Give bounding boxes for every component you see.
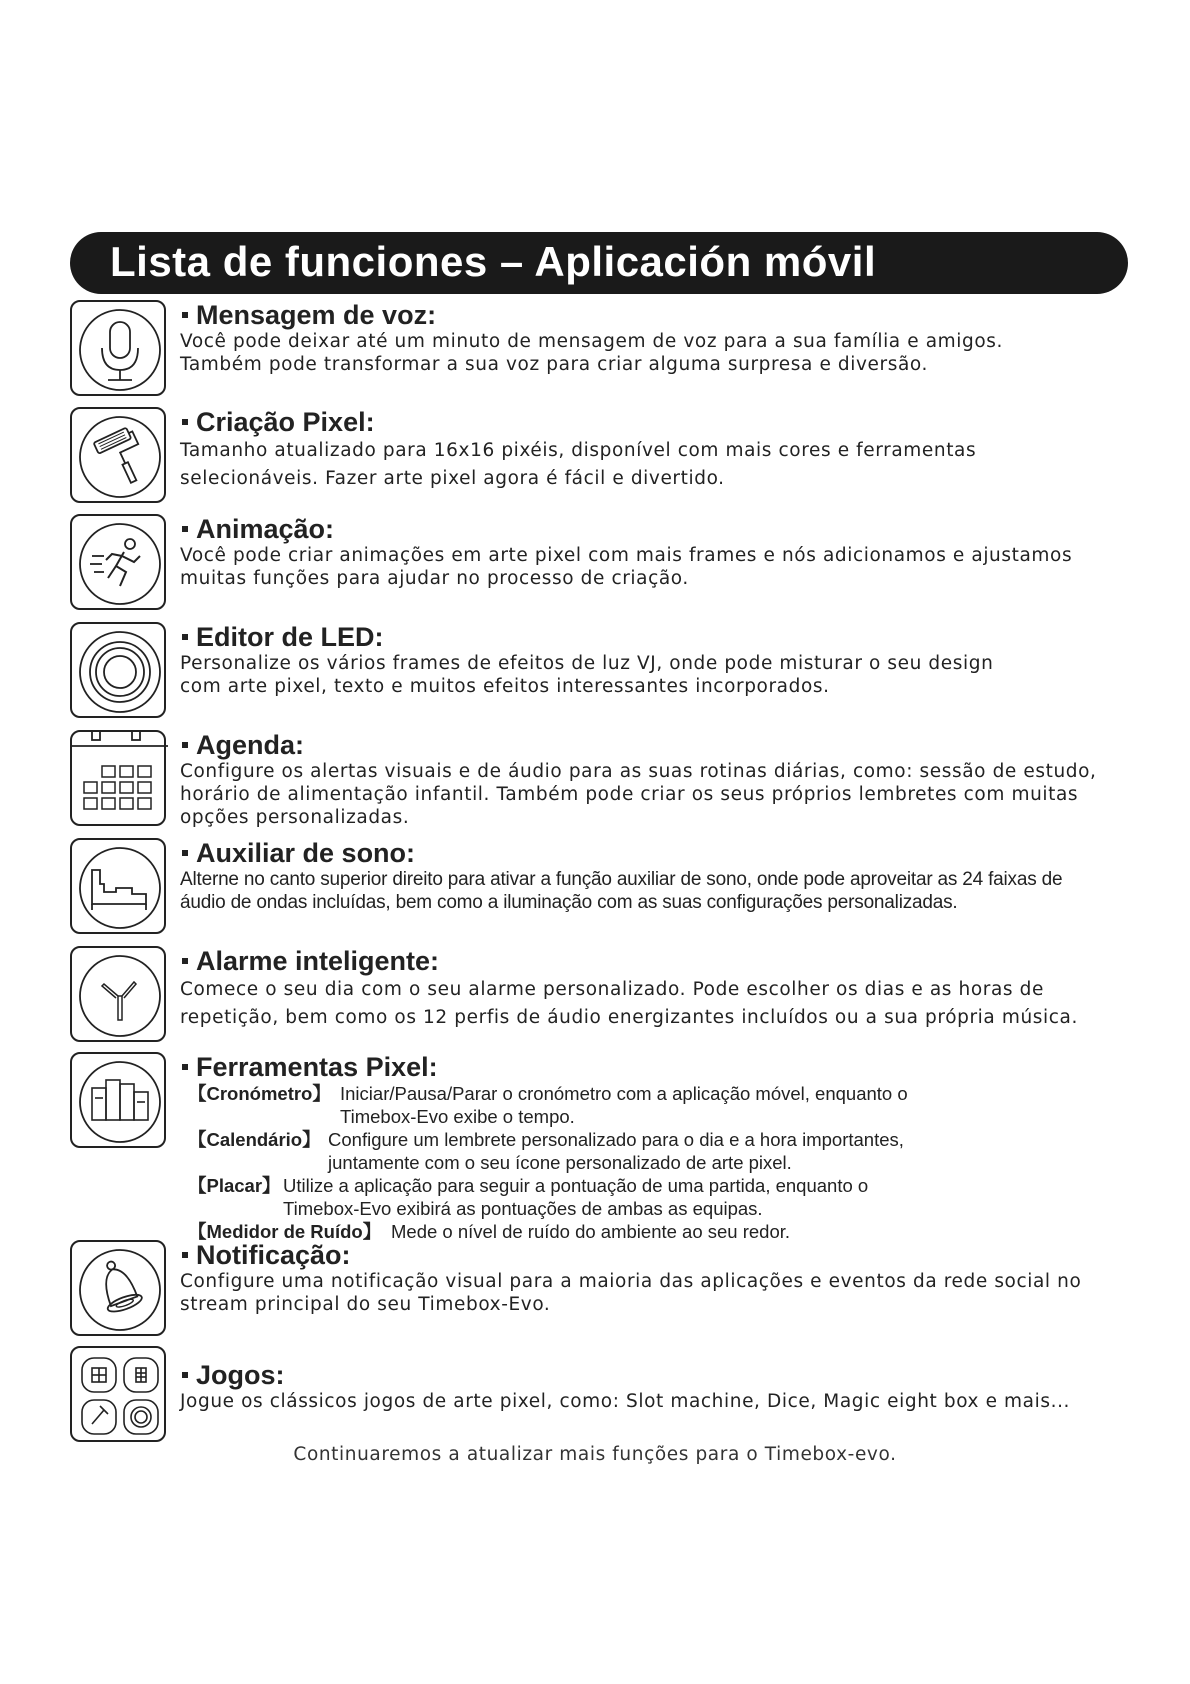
section-description: Personalize os vários frames de efeitos de luz VJ, onde pode misturar o seu design com arte pixel, texto e muitos efeitos interessantes incorporados. — [180, 653, 994, 697]
calendar-icon — [70, 730, 166, 826]
tool-label: 【Medidor de Ruído】 — [188, 1221, 382, 1242]
section-description: Você pode deixar até um minuto de mensagem de voz para a sua família e amigos. Também pode transformar a sua voz para criar alguma surpresa e diversão. — [180, 331, 1003, 375]
section-description: Jogue os clássicos jogos de arte pixel, como: Slot machine, Dice, Magic eight box e mais... — [180, 1391, 1071, 1412]
running-figure-icon — [70, 514, 166, 610]
tool-label: 【Calendário】 — [188, 1129, 321, 1150]
section-title: Notificação: — [180, 1240, 1190, 1270]
led-rings-icon — [70, 622, 166, 718]
tool-text: Mede o nível de ruído do ambiente ao seu redor. — [391, 1221, 791, 1242]
microphone-icon — [70, 300, 166, 396]
clock-icon — [70, 946, 166, 1042]
tools-bars-icon — [70, 1052, 166, 1148]
section-title: Alarme inteligente: — [180, 946, 1190, 976]
section-title: Mensagem de voz: — [180, 300, 1190, 330]
section-description: Configure uma notificação visual para a maioria das aplicações e eventos da rede social no stream principal do seu Timebox-Evo. — [180, 1271, 1082, 1315]
section-title: Agenda: — [180, 730, 1190, 760]
section-description: Comece o seu dia com o seu alarme personalizado. Pode escolher os dias e as horas de repetição, bem como os 12 perfis de áudio energizantes incluídos ou a sua própria música. — [180, 979, 1078, 1028]
tool-label: 【Cronómetro】 — [188, 1083, 331, 1104]
tool-label: 【Placar】 — [188, 1175, 281, 1196]
section-title: Editor de LED: — [180, 622, 1190, 652]
section-title: Ferramentas Pixel: — [180, 1052, 1190, 1082]
bed-icon — [70, 838, 166, 934]
footer-note: Continuaremos a atualizar mais funções para o Timebox-evo. — [293, 1444, 897, 1465]
section-description: Tamanho atualizado para 16x16 pixéis, disponível com mais cores e ferramentas selecionáveis. Fazer arte pixel agora é fácil e divertido. — [180, 440, 977, 489]
section-description: Configure os alertas visuais e de áudio para as suas rotinas diárias, como: sessão de estudo, horário de alimentação infantil. Também pode criar os seus próprios lembretes com muitas opções personalizadas. — [180, 761, 1097, 828]
tool-text: Utilize a aplicação para seguir a pontuação de uma partida, enquanto o Timebox-Evo exibirá as pontuações de ambas as equipas. — [283, 1175, 869, 1219]
games-grid-icon — [70, 1346, 166, 1442]
section-description: Você pode criar animações em arte pixel com mais frames e nós adicionamos e ajustamos muitas funções para ajudar no processo de criação. — [180, 545, 1073, 589]
tool-text: Iniciar/Pausa/Parar o cronómetro com a aplicação móvel, enquanto o Timebox-Evo exibe o tempo. — [340, 1083, 908, 1127]
section-title: Jogos: — [180, 1360, 1190, 1390]
page-title: Lista de funciones – Aplicación móvil — [110, 238, 877, 285]
paint-roller-icon — [70, 407, 166, 503]
section-title: Animação: — [180, 514, 1190, 544]
bell-icon — [70, 1240, 166, 1336]
header-banner — [70, 232, 1128, 294]
section-title: Criação Pixel: — [180, 407, 1190, 437]
section-title: Auxiliar de sono: — [180, 838, 1190, 868]
tool-text: Configure um lembrete personalizado para o dia e a hora importantes, juntamente com o seu ícone personalizado de arte pixel. — [328, 1129, 904, 1173]
section-description: Alterne no canto superior direito para ativar a função auxiliar de sono, onde pode aproveitar as 24 faixas de áudio de ondas incluídas, bem como a iluminação com as suas configurações personalizadas. — [180, 869, 1063, 913]
